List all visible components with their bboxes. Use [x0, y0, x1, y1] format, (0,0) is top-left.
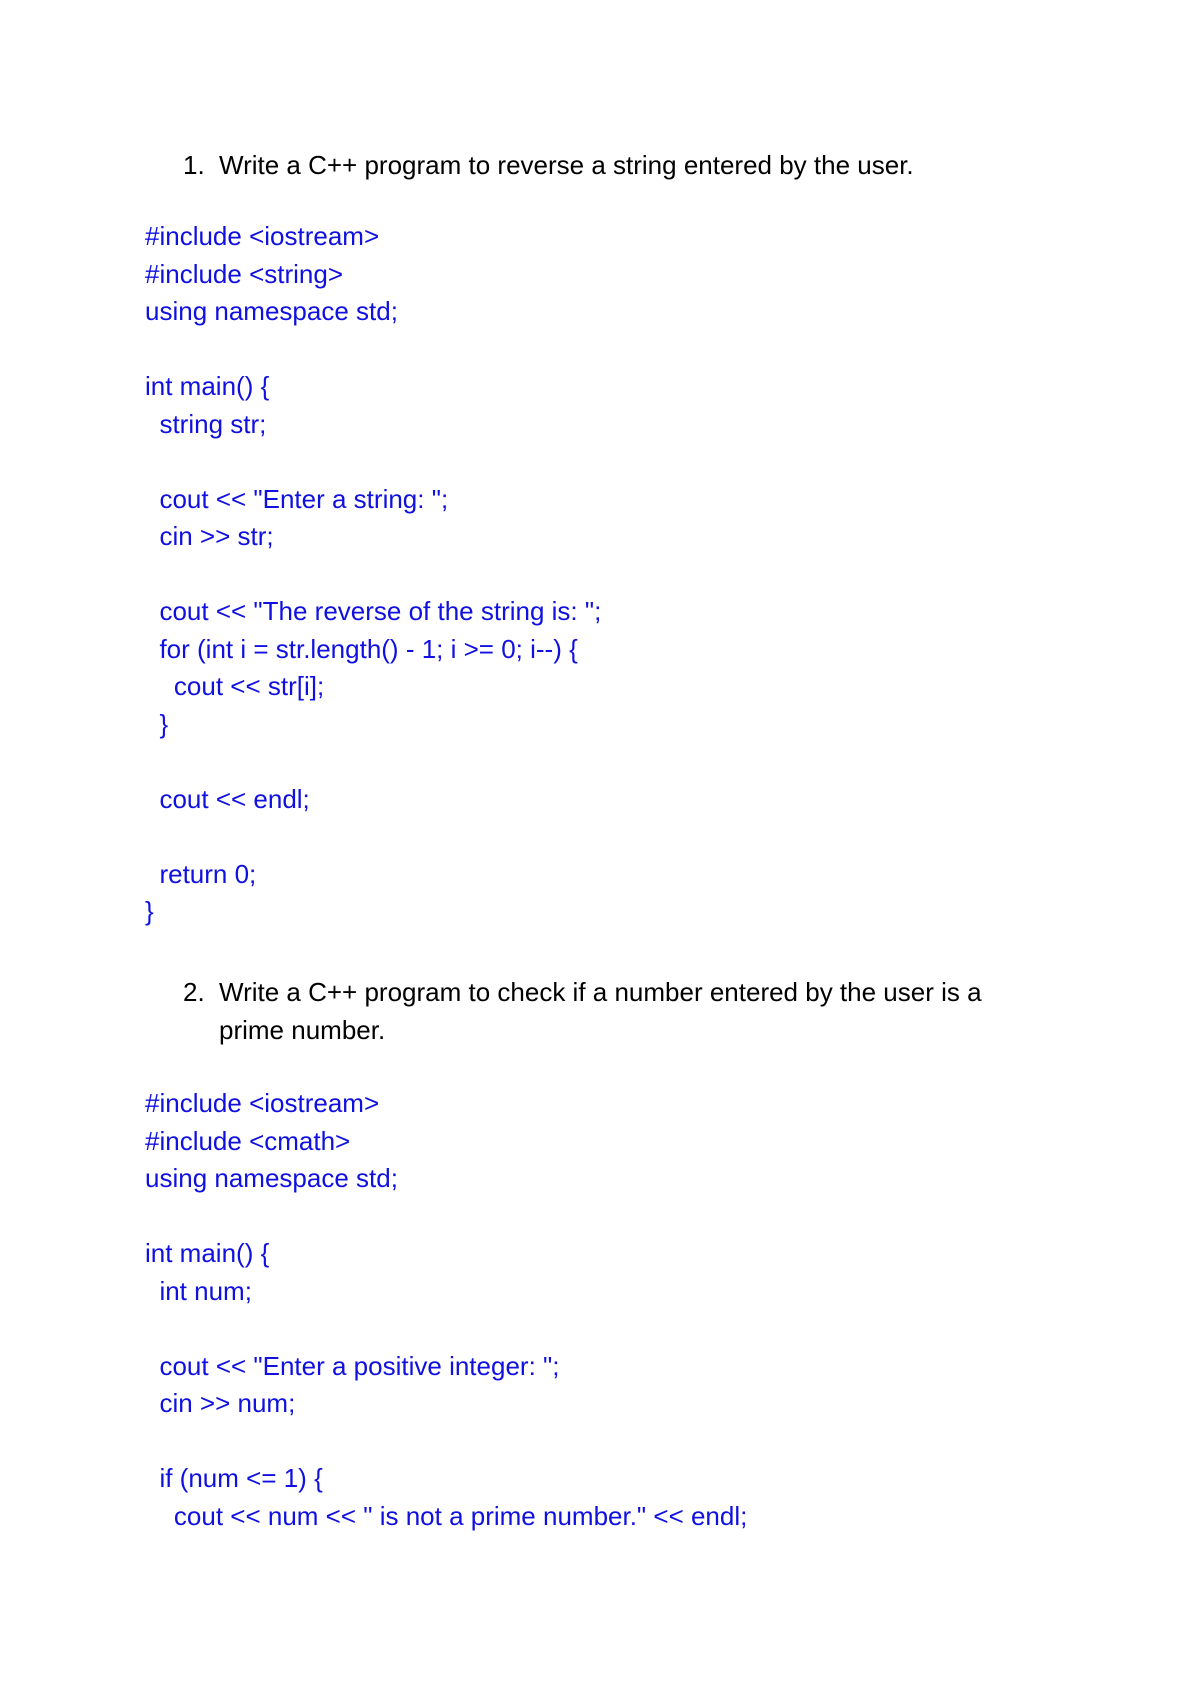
code-line: int main() { — [145, 371, 270, 401]
code-line — [145, 1310, 1145, 1348]
code-line: using namespace std; — [145, 296, 398, 326]
code-line — [145, 1198, 1145, 1236]
code-line: cin >> num; — [145, 1388, 296, 1418]
code-line: cout << "Enter a positive integer: "; — [145, 1350, 560, 1381]
code-line: cout << num << " is not a prime number." << endl; — [145, 1500, 748, 1531]
code-line: int main() { — [145, 1238, 270, 1268]
code-line: } — [145, 708, 169, 739]
question-number: 2. — [183, 977, 205, 1007]
code-line: using namespace std; — [145, 1163, 398, 1193]
code-line: #include <iostream> — [145, 221, 380, 251]
code-line: #include <string> — [145, 258, 344, 289]
code-line: cout << endl; — [145, 783, 310, 814]
code-line — [145, 743, 1145, 781]
code-line: cout << "Enter a string: "; — [145, 483, 449, 514]
code-line: for (int i = str.length() - 1; i >= 0; i--) { — [145, 633, 578, 664]
code-line — [145, 1423, 1145, 1461]
code-line: string str; — [145, 408, 267, 439]
question-text: Write a C++ program to check if a number entered by the user is a prime number. — [219, 977, 982, 1045]
code-line — [145, 443, 1145, 481]
code-line: int num; — [145, 1275, 252, 1306]
code-block-1 — [145, 218, 1145, 931]
code-line — [145, 331, 1145, 369]
code-line: return 0; — [145, 858, 257, 889]
code-line: if (num <= 1) { — [145, 1463, 323, 1493]
code-line: cout << "The reverse of the string is: "; — [145, 596, 602, 626]
code-line: #include <cmath> — [145, 1125, 351, 1156]
code-block-2 — [145, 1085, 1145, 1535]
code-line: } — [145, 896, 154, 926]
question-number: 1. — [183, 150, 205, 180]
code-line: cin >> str; — [145, 521, 274, 551]
code-line — [145, 818, 1145, 856]
question-text: Write a C++ program to reverse a string entered by the user. — [219, 150, 914, 180]
code-line: #include <iostream> — [145, 1088, 380, 1118]
code-line — [145, 556, 1145, 594]
code-line: cout << str[i]; — [145, 671, 325, 701]
